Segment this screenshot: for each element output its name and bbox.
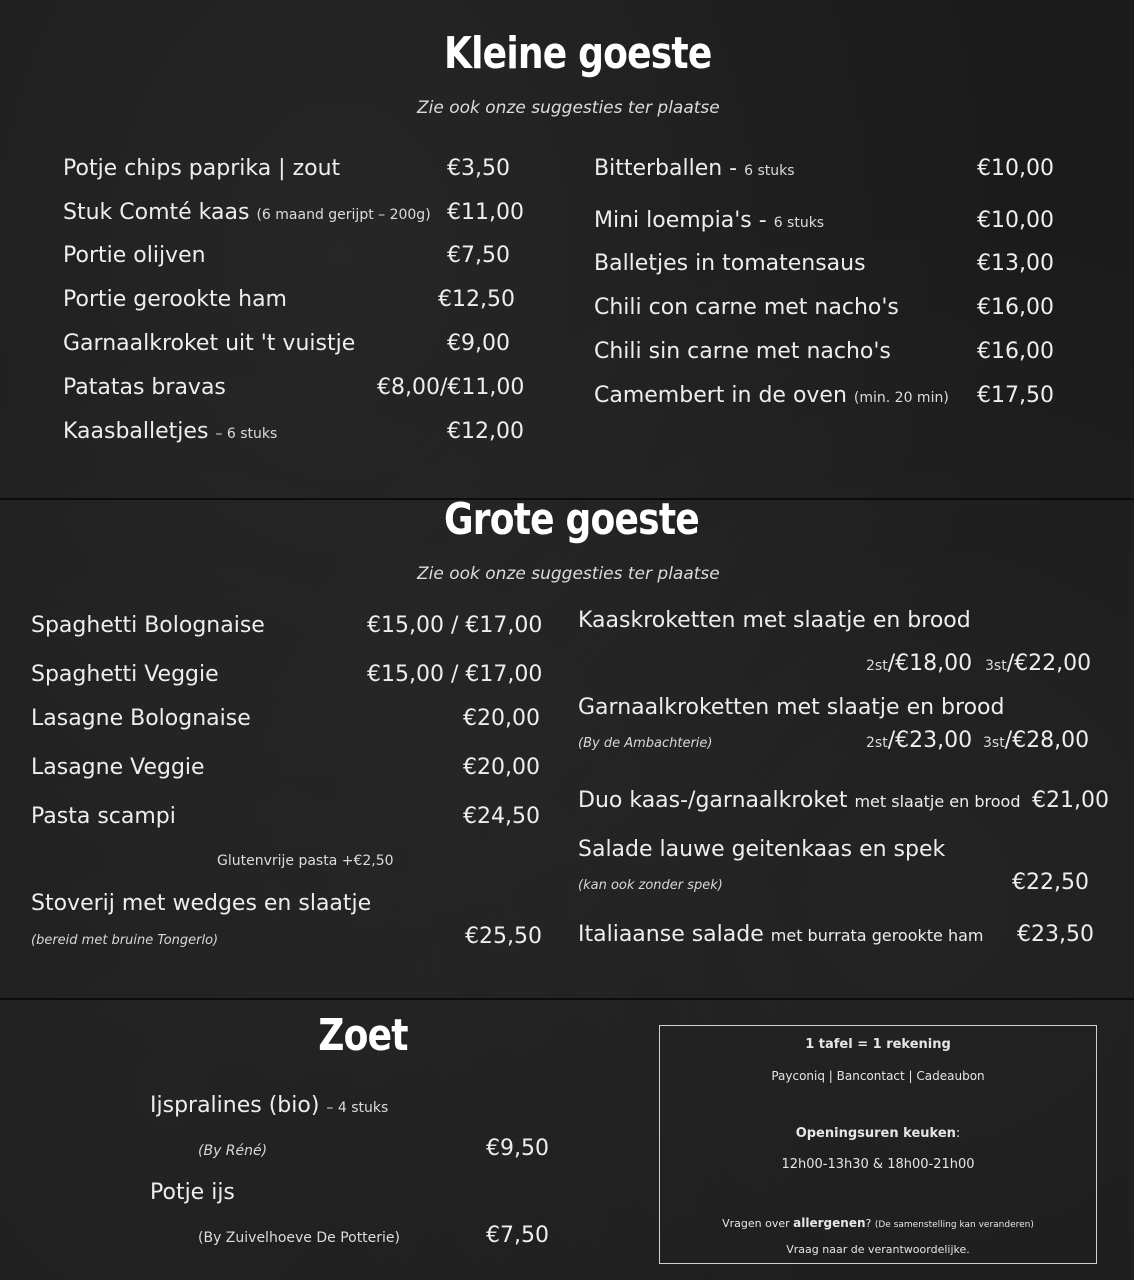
menu-item: Lasagne Veggie (31, 755, 205, 780)
menu-item: Ijspralines (bio) – 4 stuks (150, 1093, 389, 1118)
menu-item-price: 3st/€22,00 (985, 651, 1092, 676)
info-payment: Payconiq | Bancontact | Cadeaubon (771, 1069, 985, 1083)
menu-item-price: €16,00 (977, 339, 1054, 364)
grote-goeste-subtitle: Zie ook onze suggesties ter plaatse (417, 564, 720, 584)
info-allergens: Vragen over allergenen? (De samenstelling kan veranderen) (722, 1216, 1034, 1230)
menu-item: Chili con carne met nacho's (594, 295, 899, 320)
menu-item: Chili sin carne met nacho's (594, 339, 891, 364)
menu-item: Bitterballen - 6 stuks (594, 156, 795, 181)
menu-item-price: €15,00 / €17,00 (367, 662, 543, 687)
menu-item-note: (kan ook zonder spek) (578, 878, 723, 893)
menu-item-price: €12,00 (447, 419, 524, 444)
menu-item: Lasagne Bolognaise (31, 706, 251, 731)
menu-item: Balletjes in tomatensaus (594, 251, 866, 276)
menu-item-price: €22,50 (1012, 870, 1089, 895)
menu-item: Spaghetti Bolognaise (31, 613, 265, 638)
menu-item-price: €7,50 (486, 1223, 549, 1248)
menu-item-price: €16,00 (977, 295, 1054, 320)
menu-item: Garnaalkroket uit 't vuistje (63, 331, 356, 356)
menu-item-price: €8,00/€11,00 (377, 375, 525, 400)
menu-item: Potje ijs (150, 1180, 235, 1205)
menu-item-price: €9,50 (486, 1136, 549, 1161)
info-billing: 1 tafel = 1 rekening (805, 1037, 951, 1052)
zoet-title: Zoet (318, 1010, 408, 1061)
menu-item: Portie gerookte ham (63, 287, 287, 312)
kleine-goeste-subtitle: Zie ook onze suggesties ter plaatse (417, 98, 720, 118)
menu-item: Camembert in de oven (min. 20 min) (594, 383, 949, 408)
menu-item: Salade lauwe geitenkaas en spek (578, 837, 946, 862)
menu-item: Portie olijven (63, 243, 206, 268)
menu-item: Spaghetti Veggie (31, 662, 219, 687)
info-box (659, 1025, 1097, 1264)
menu-item: Garnaalkroketten met slaatje en brood (578, 695, 1005, 720)
menu-item-price: €12,50 (438, 287, 515, 312)
menu-item-price: €3,50 (447, 156, 510, 181)
gluten-note: Glutenvrije pasta +€2,50 (217, 853, 394, 869)
menu-item: Kaaskroketten met slaatje en brood (578, 608, 971, 633)
menu-item-price: 3st/€28,00 (983, 728, 1090, 753)
menu-item-price: €20,00 (463, 755, 540, 780)
menu-item-price: €15,00 / €17,00 (367, 613, 543, 638)
menu-item-price: €13,00 (977, 251, 1054, 276)
menu-item: Kaasballetjes – 6 stuks (63, 419, 278, 444)
menu-item: Stuk Comté kaas (6 maand gerijpt – 200g) (63, 200, 431, 225)
menu-item-note: (By de Ambachterie) (578, 736, 713, 751)
menu-item: Italiaanse salade met burrata gerookte ham (578, 922, 984, 947)
menu-item-price: 2st/€23,00 (866, 728, 973, 753)
menu-item: Patatas bravas (63, 375, 226, 400)
info-hours-heading: Openingsuren keuken: (795, 1126, 961, 1141)
menu-item-price: €24,50 (463, 804, 540, 829)
menu-item: Mini loempia's - 6 stuks (594, 208, 825, 233)
menu-item-price: €23,50 (1017, 922, 1094, 947)
menu-item-price: 2st/€18,00 (866, 651, 973, 676)
info-hours: 12h00-13h30 & 18h00-21h00 (781, 1157, 975, 1172)
menu-item-price: €25,50 (465, 924, 542, 949)
menu-item: Pasta scampi (31, 804, 176, 829)
menu-item-note: (bereid met bruine Tongerlo) (31, 933, 219, 948)
menu-item-price: €10,00 (977, 156, 1054, 181)
info-responsible: Vraag naar de verantwoordelijke. (786, 1243, 970, 1256)
kleine-goeste-title: Kleine goeste (444, 28, 712, 79)
menu-item-price: €20,00 (463, 706, 540, 731)
menu-item-price: €11,00 (447, 200, 524, 225)
menu-item: Potje chips paprika | zout (63, 156, 341, 181)
menu-item: Stoverij met wedges en slaatje (31, 891, 372, 916)
menu-item-price: €21,00 (1032, 788, 1109, 813)
menu-item-note: (By Réné) (198, 1143, 268, 1159)
menu-item: Duo kaas-/garnaalkroket met slaatje en brood (578, 788, 1021, 813)
menu-item-price: €10,00 (977, 208, 1054, 233)
grote-goeste-title: Grote goeste (444, 494, 699, 545)
menu-item-price: €9,00 (447, 331, 510, 356)
menu-item-price: €17,50 (977, 383, 1054, 408)
menu-item-note: (By Zuivelhoeve De Potterie) (198, 1230, 401, 1246)
section-divider (0, 998, 1134, 1000)
menu-item-price: €7,50 (447, 243, 510, 268)
